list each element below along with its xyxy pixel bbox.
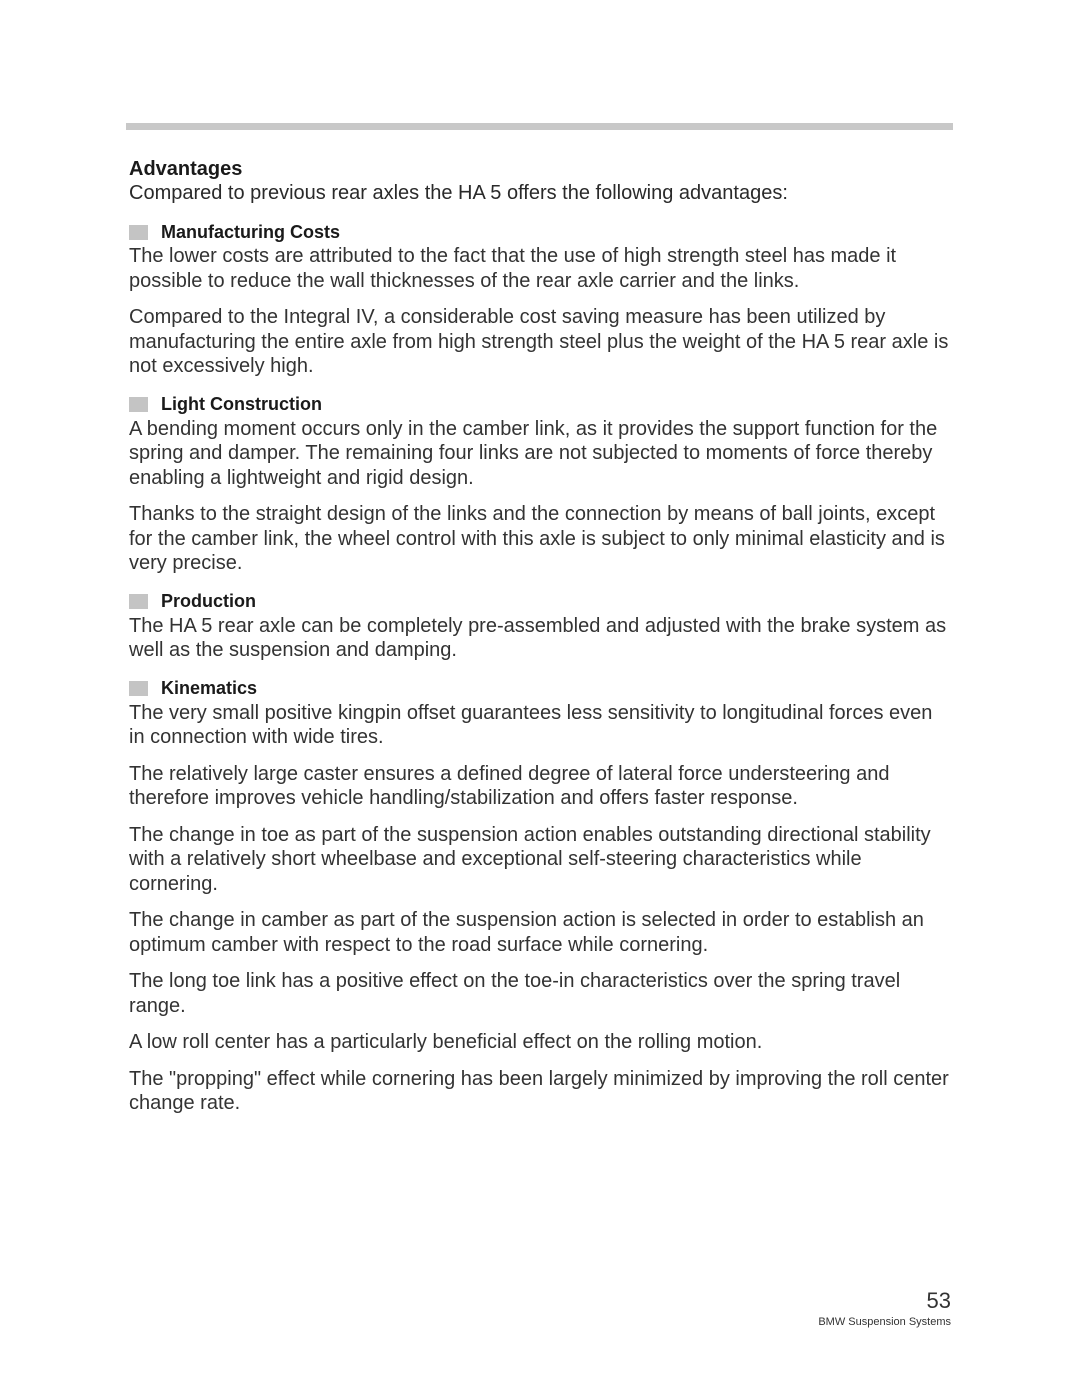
section-production [129, 590, 949, 663]
paragraph: The lower costs are attributed to the fact that the use of high strength steel has made it possible to reduce the wall thicknesses of the rear axle carrier and the links. [129, 245, 897, 292]
page-number: 53 [926, 1288, 951, 1313]
paragraph: A low roll center has a particularly beneficial effect on the rolling motion. [129, 1031, 763, 1053]
intro-text: Compared to previous rear axles the HA 5 offers the following advantages: [129, 182, 788, 204]
paragraph: Thanks to the straight design of the links and the connection by means of ball joints, except for the camber link, the wheel control with this axle is subject to only minimal elasticity and is very precise. [129, 503, 945, 574]
footer-title: BMW Suspension Systems [818, 1316, 951, 1328]
paragraph: The "propping" effect while cornering has been largely minimized by improving the roll center change rate. [129, 1067, 949, 1114]
square-bullet-icon [129, 397, 148, 412]
paragraph: The long toe link has a positive effect on the toe-in characteristics over the spring travel range. [129, 970, 901, 1017]
page-heading: Advantages [129, 158, 243, 180]
section-light-construction [129, 393, 949, 576]
page-content [129, 157, 949, 1128]
square-bullet-icon [129, 594, 148, 609]
paragraph: The change in camber as part of the suspension action is selected in order to establish an optimum camber with respect to the road surface while cornering. [129, 909, 924, 956]
paragraph: A bending moment occurs only in the camber link, as it provides the support function for the spring and damper. The remaining four links are not subjected to moments of force thereby enabling a lightweight and rigid design. [129, 417, 938, 489]
paragraph: The relatively large caster ensures a defined degree of lateral force understeering and therefore improves vehicle handling/stabilization and offers faster response. [129, 762, 890, 809]
section-title: Light Construction [161, 394, 322, 414]
square-bullet-icon [129, 681, 148, 696]
section-manufacturing-costs [129, 220, 949, 379]
section-title: Kinematics [161, 678, 258, 698]
paragraph: The HA 5 rear axle can be completely pre-assembled and adjusted with the brake system as well as the suspension and damping. [129, 614, 947, 661]
top-rule [126, 123, 953, 130]
section-title: Manufacturing Costs [161, 221, 341, 242]
paragraph: Compared to the Integral IV, a considerable cost saving measure has been utilized by manufacturing the entire axle from high strength steel plus the weight of the HA 5 rear axle is not excessively high. [129, 306, 949, 377]
square-bullet-icon [129, 225, 148, 240]
section-kinematics [129, 677, 949, 1116]
paragraph: The change in toe as part of the suspension action enables outstanding directional stability with a relatively short wheelbase and exceptional self-steering characteristics while cornering. [129, 823, 931, 895]
paragraph: The very small positive kingpin offset guarantees less sensitivity to longitudinal forces even in connection with wide tires. [129, 701, 933, 748]
section-title: Production [161, 591, 256, 611]
